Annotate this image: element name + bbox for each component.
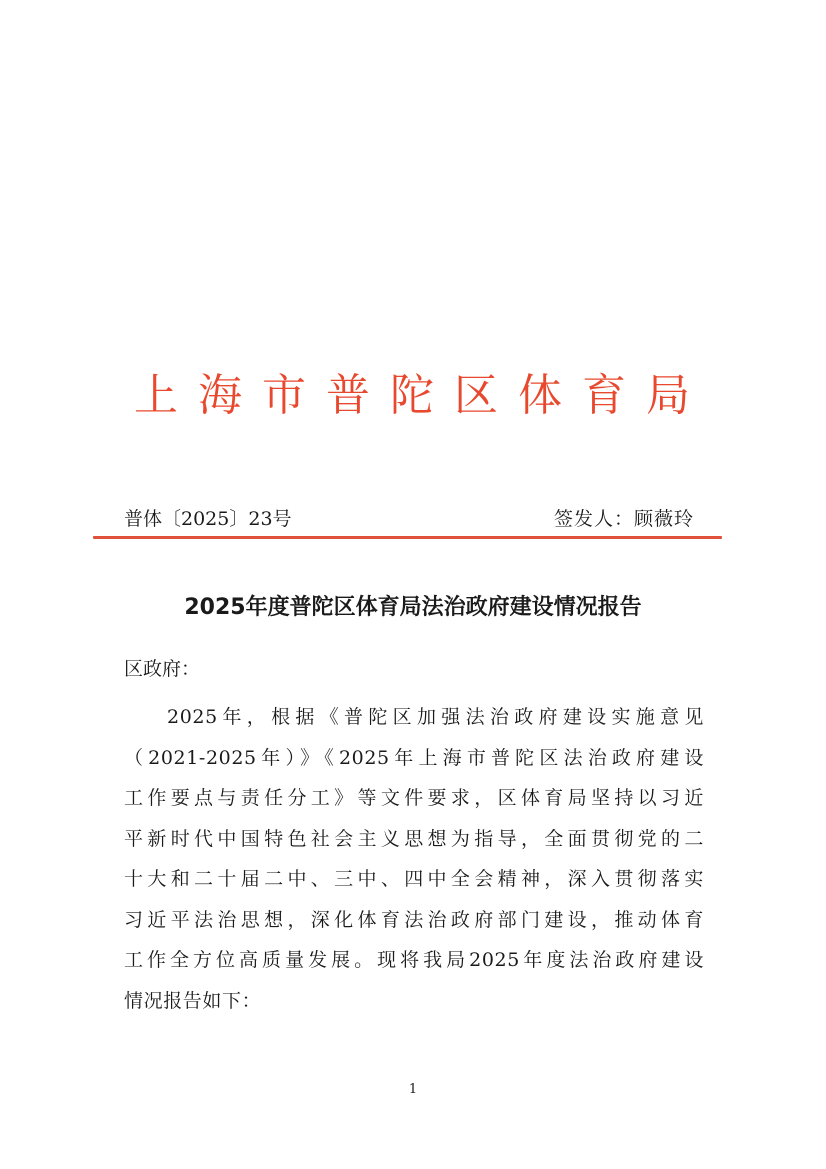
body-line: 情况报告如下： (124, 989, 262, 1012)
page-number: 1 (408, 1082, 418, 1097)
body-line: 十大和二十届二中、三中、四中全会精神，深入贯彻落实 (124, 868, 704, 890)
document-number: 普体〔2025〕23号 (124, 508, 292, 530)
letterhead-divider (93, 536, 722, 539)
body-line: 2025年，根据《普陀区加强法治政府建设实施意见 (167, 706, 704, 728)
report-title: 2025年度普陀区体育局法治政府建设情况报告 (184, 595, 642, 620)
body-paragraph (124, 697, 704, 1021)
letterhead-org-name: 上海市普陀区体育局 (134, 370, 710, 421)
body-line: 习近平法治思想，深化体育法治政府部门建设，推动体育 (124, 908, 704, 931)
salutation: 区政府： (124, 658, 201, 680)
signer: 签发人：顾薇玲 (553, 508, 694, 530)
body-line: 工作全方位高质量发展。现将我局2025年度法治政府建设 (124, 949, 704, 971)
body-line: 平新时代中国特色社会主义思想为指导，全面贯彻党的二 (124, 827, 704, 850)
body-line: （2021-2025年）》《2025年上海市普陀区法治政府建设 (124, 746, 704, 769)
body-line: 工作要点与责任分工》等文件要求，区体育局坚持以习近 (124, 787, 704, 809)
